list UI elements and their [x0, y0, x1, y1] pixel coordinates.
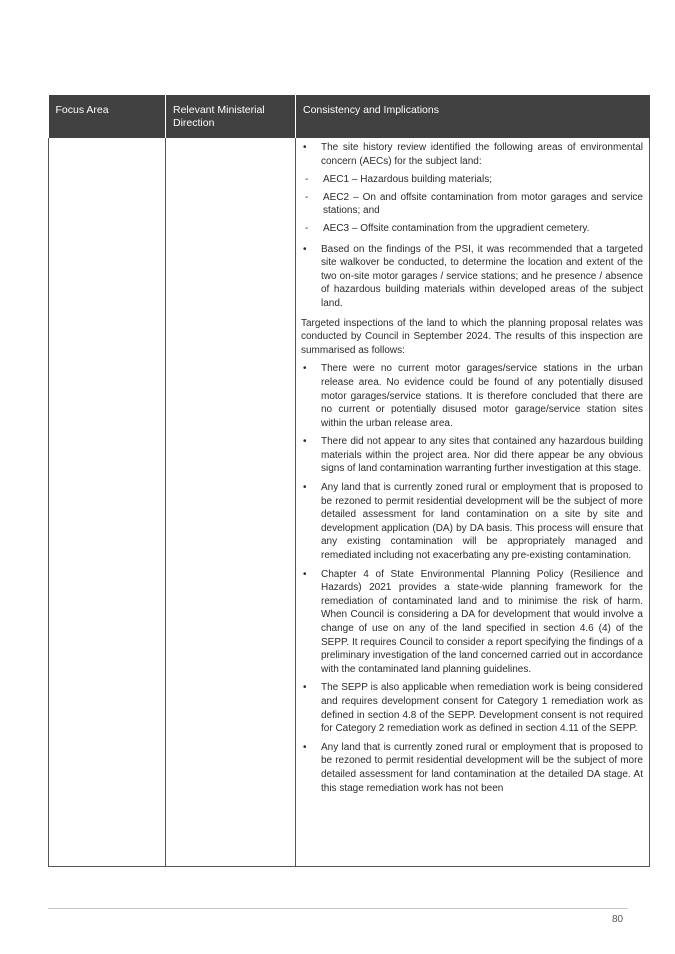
table-row: [49, 138, 650, 867]
list-item: [301, 481, 643, 563]
dash-icon: -: [305, 174, 309, 186]
bullet-text: There were no current motor garages/service stations in the urban release area. No evidence could be found of any potentially disused motor garages/service stations. It is therefore concluded that there are no current or potentially disused motor garage/service station sites within the urban release area.: [321, 363, 643, 429]
cell-consistency: [296, 138, 650, 867]
bullet-icon: •: [303, 142, 307, 153]
cell-ministerial-direction: [166, 138, 296, 867]
bullet-text: Based on the findings of the PSI, it was recommended that a targeted site walkover be conducted, to determine the location and extent of the two on-site motor garages / service stations; and he presence / absence of hazardous building materials within developed areas of the subject land.: [321, 243, 643, 309]
sub-item-text: AEC2 – On and offsite contamination from motor garages and service stations; and: [323, 191, 643, 217]
bullet-text: Any land that is currently zoned rural or employment that is proposed to be rezoned to permit residential development will be the subject of more detailed assessment for land contamination on a site by site and development application (DA) by DA basis. This process will ensure that any existing contamination will be appropriately managed and remediated including not exacerbating any pre-existing contamination.: [321, 482, 643, 562]
sub-item-text: AEC1 – Hazardous building materials;: [323, 174, 492, 186]
bullet-icon: •: [303, 682, 307, 694]
bullet-icon: •: [303, 436, 307, 448]
summary-paragraph: Targeted inspections of the land to which the planning proposal relates was conducted by Council in September 2024. The results of this inspection are summarised as follows:: [301, 317, 643, 356]
list-item: [301, 243, 643, 311]
dash-icon: -: [305, 222, 309, 234]
bullet-text: Any land that is currently zoned rural or employment that is proposed to be rezoned to permit residential development will be the subject of more detailed assessment for land contamination at the detailed DA stage. At this stage remediation work has not been: [321, 741, 643, 794]
list-item: [301, 568, 643, 677]
bullet-text: Chapter 4 of State Environmental Planning Policy (Resilience and Hazards) 2021 provides a state-wide planning framework for the remediation of contaminated land and to minimise the risk of harm. When Council is considering a DA for development that would involve a change of use on any of the land specified in section 4.6 (4) of the SEPP. It requires Council to consider a report specifying the findings of a preliminary investigation of the land concerned carried out in accordance with the contaminated land planning guidelines.: [321, 568, 643, 675]
list-item: [301, 435, 643, 476]
sub-list-item: [301, 222, 643, 236]
cell-focus-area: [49, 138, 166, 867]
dash-icon: -: [305, 191, 309, 203]
header-consistency: Consistency and Implications: [296, 95, 650, 138]
list-item: [301, 141, 643, 168]
sub-item-text: AEC3 – Offsite contamination from the upgradient cemetery.: [323, 222, 590, 234]
bullet-icon: •: [303, 741, 307, 753]
header-focus-area: Focus Area: [49, 95, 166, 138]
table-header-row: [49, 95, 650, 138]
sub-list-item: [301, 173, 643, 187]
bullet-icon: •: [303, 243, 307, 255]
bullet-text: The SEPP is also applicable when remediation work is being considered and requires development consent for Category 1 remediation work as defined in section 4.8 of the SEPP. Development consent is not required for Category 2 remediation work as defined in section 4.11 of the SEPP.: [321, 682, 643, 735]
header-ministerial-direction: Relevant Ministerial Direction: [166, 95, 296, 138]
sub-list-item: [301, 191, 643, 218]
consistency-table: [48, 95, 650, 867]
list-item: [301, 741, 643, 795]
list-item: [301, 362, 643, 430]
bullet-text: The site history review identified the following areas of environmental concern (AECs) for the subject land:: [321, 142, 643, 167]
list-item: [301, 681, 643, 735]
bullet-icon: •: [303, 363, 307, 375]
bullet-icon: •: [303, 482, 307, 494]
footer-divider: [48, 908, 628, 909]
bullet-text: There did not appear to any sites that contained any hazardous building materials within the project area. Nor did there appear be any obvious signs of land contamination warranting further investigation at this stage.: [321, 436, 643, 475]
bullet-icon: •: [303, 568, 307, 580]
page-number: 80: [612, 914, 624, 925]
